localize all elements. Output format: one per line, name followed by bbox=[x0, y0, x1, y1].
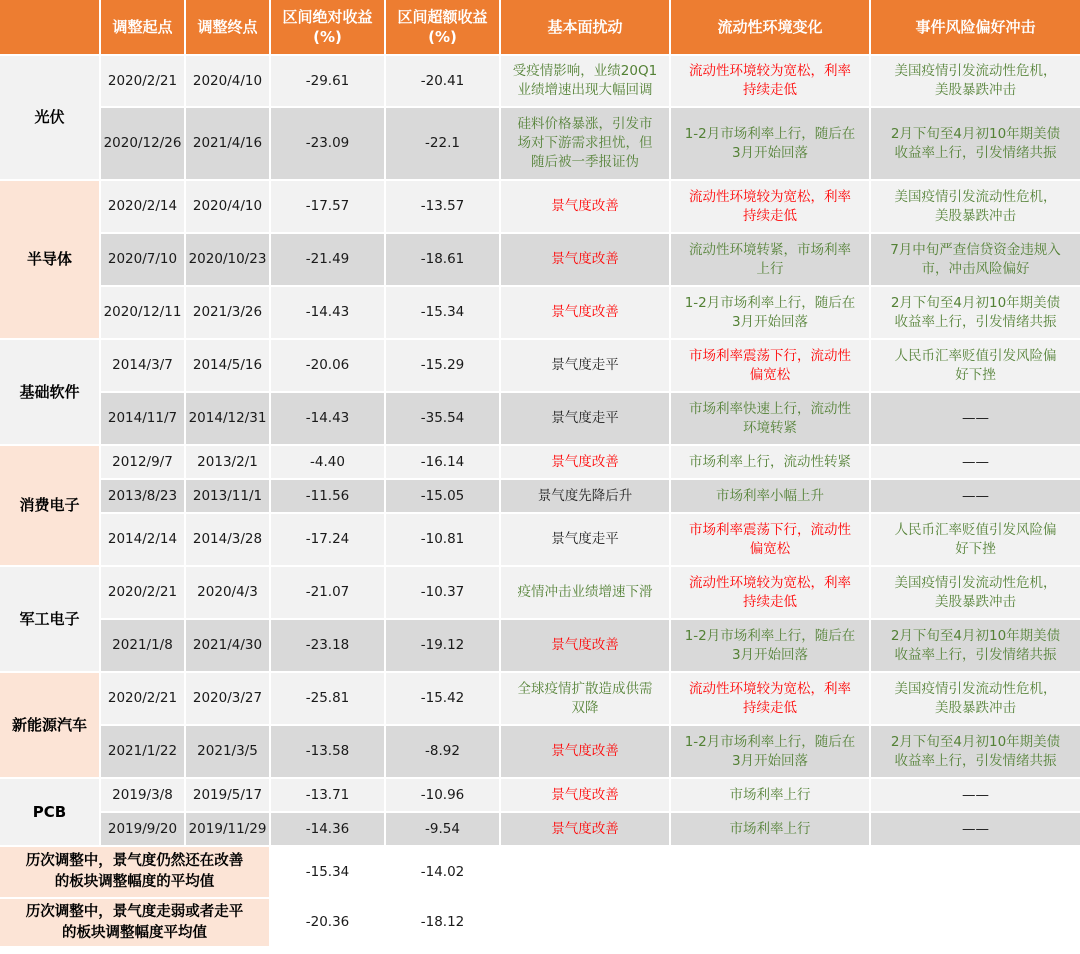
absolute-return-cell: -21.49 bbox=[270, 233, 385, 286]
event-risk-cell: 2月下旬至4月初10年期美债 收益率上行，引发情绪共振 bbox=[870, 286, 1080, 339]
end-date-cell: 2013/2/1 bbox=[185, 445, 270, 479]
end-date-header: 调整终点 bbox=[185, 0, 270, 55]
table-row bbox=[0, 566, 1080, 619]
absolute-return-cell: -20.06 bbox=[270, 339, 385, 392]
excess-return-cell: -20.41 bbox=[385, 55, 500, 107]
end-date-cell: 2019/5/17 bbox=[185, 778, 270, 812]
fundamental-cell: 全球疫情扩散造成供需 双降 bbox=[500, 672, 670, 725]
table-row bbox=[0, 672, 1080, 725]
fundamental-cell: 景气度改善 bbox=[500, 619, 670, 672]
excess-return-cell: -19.12 bbox=[385, 619, 500, 672]
fundamental-header: 基本面扰动 bbox=[500, 0, 670, 55]
end-date-cell: 2014/3/28 bbox=[185, 513, 270, 566]
fundamental-cell: 景气度走平 bbox=[500, 339, 670, 392]
liquidity-header: 流动性环境变化 bbox=[670, 0, 870, 55]
liquidity-cell: 1-2月市场利率上行，随后在 3月开始回落 bbox=[670, 107, 870, 180]
table-row bbox=[0, 233, 1080, 286]
sector-name: 消费电子 bbox=[0, 445, 100, 566]
liquidity-cell: 流动性环境转紧，市场利率 上行 bbox=[670, 233, 870, 286]
liquidity-cell: 流动性环境较为宽松，利率 持续走低 bbox=[670, 180, 870, 233]
summary-label: 历次调整中，景气度仍然还在改善 的板块调整幅度的平均值 bbox=[0, 846, 270, 898]
absolute-return-cell: -4.40 bbox=[270, 445, 385, 479]
event-risk-cell: —— bbox=[870, 392, 1080, 445]
absolute-return-cell: -14.43 bbox=[270, 286, 385, 339]
fundamental-cell: 景气度改善 bbox=[500, 725, 670, 778]
table-row bbox=[0, 479, 1080, 513]
end-date-cell: 2021/3/5 bbox=[185, 725, 270, 778]
excess-return-cell: -10.81 bbox=[385, 513, 500, 566]
table-row bbox=[0, 812, 1080, 846]
absolute-return-cell: -21.07 bbox=[270, 566, 385, 619]
event-risk-cell: 美国疫情引发流动性危机， 美股暴跌冲击 bbox=[870, 180, 1080, 233]
end-date-cell: 2020/4/10 bbox=[185, 55, 270, 107]
event-risk-cell: 美国疫情引发流动性危机， 美股暴跌冲击 bbox=[870, 672, 1080, 725]
excess-return-cell: -22.1 bbox=[385, 107, 500, 180]
fundamental-cell: 疫情冲击业绩增速下滑 bbox=[500, 566, 670, 619]
group-header bbox=[0, 0, 100, 55]
start-date-cell: 2012/9/7 bbox=[100, 445, 185, 479]
excess-return-cell: -35.54 bbox=[385, 392, 500, 445]
liquidity-cell: 市场利率上行，流动性转紧 bbox=[670, 445, 870, 479]
fundamental-cell: 受疫情影响，业绩20Q1 业绩增速出现大幅回调 bbox=[500, 55, 670, 107]
table-row bbox=[0, 725, 1080, 778]
absolute-return-cell: -25.81 bbox=[270, 672, 385, 725]
fundamental-cell: 硅料价格暴涨，引发市 场对下游需求担忧，但 随后被一季报证伪 bbox=[500, 107, 670, 180]
end-date-cell: 2021/4/16 bbox=[185, 107, 270, 180]
start-date-cell: 2013/8/23 bbox=[100, 479, 185, 513]
start-date-cell: 2020/2/21 bbox=[100, 55, 185, 107]
summary-excess-return: -18.12 bbox=[385, 898, 500, 946]
table-row bbox=[0, 55, 1080, 107]
event-risk-cell: 7月中旬严查信贷资金违规入 市，冲击风险偏好 bbox=[870, 233, 1080, 286]
absolute-return-cell: -11.56 bbox=[270, 479, 385, 513]
liquidity-cell: 流动性环境较为宽松，利率 持续走低 bbox=[670, 672, 870, 725]
end-date-cell: 2021/4/30 bbox=[185, 619, 270, 672]
start-date-header: 调整起点 bbox=[100, 0, 185, 55]
event-risk-cell: 美国疫情引发流动性危机， 美股暴跌冲击 bbox=[870, 566, 1080, 619]
event-risk-cell: 2月下旬至4月初10年期美债 收益率上行，引发情绪共振 bbox=[870, 725, 1080, 778]
summary-label: 历次调整中，景气度走弱或者走平 的板块调整幅度平均值 bbox=[0, 898, 270, 946]
fundamental-cell: 景气度改善 bbox=[500, 233, 670, 286]
start-date-cell: 2020/2/21 bbox=[100, 566, 185, 619]
end-date-cell: 2020/10/23 bbox=[185, 233, 270, 286]
start-date-cell: 2014/3/7 bbox=[100, 339, 185, 392]
excess-return-cell: -10.96 bbox=[385, 778, 500, 812]
end-date-cell: 2021/3/26 bbox=[185, 286, 270, 339]
excess-return-cell: -18.61 bbox=[385, 233, 500, 286]
excess-return-cell: -15.29 bbox=[385, 339, 500, 392]
liquidity-cell: 市场利率快速上行，流动性 环境转紧 bbox=[670, 392, 870, 445]
summary-absolute-return: -15.34 bbox=[270, 846, 385, 898]
end-date-cell: 2020/4/3 bbox=[185, 566, 270, 619]
absolute-return-cell: -17.24 bbox=[270, 513, 385, 566]
summary-absolute-return: -20.36 bbox=[270, 898, 385, 946]
event-risk-cell: —— bbox=[870, 778, 1080, 812]
absolute-return-cell: -23.09 bbox=[270, 107, 385, 180]
table-row bbox=[0, 513, 1080, 566]
table-row bbox=[0, 107, 1080, 180]
event-risk-header: 事件风险偏好冲击 bbox=[870, 0, 1080, 55]
excess-return-cell: -10.37 bbox=[385, 566, 500, 619]
start-date-cell: 2020/12/11 bbox=[100, 286, 185, 339]
liquidity-cell: 市场利率震荡下行，流动性 偏宽松 bbox=[670, 513, 870, 566]
absolute-return-cell: -17.57 bbox=[270, 180, 385, 233]
start-date-cell: 2014/11/7 bbox=[100, 392, 185, 445]
absolute-return-header: 区间绝对收益 (%) bbox=[270, 0, 385, 55]
sector-name: 基础软件 bbox=[0, 339, 100, 445]
fundamental-cell: 景气度改善 bbox=[500, 180, 670, 233]
excess-return-cell: -15.05 bbox=[385, 479, 500, 513]
liquidity-cell: 流动性环境较为宽松，利率 持续走低 bbox=[670, 566, 870, 619]
event-risk-cell: —— bbox=[870, 445, 1080, 479]
end-date-cell: 2013/11/1 bbox=[185, 479, 270, 513]
event-risk-cell: 人民币汇率贬值引发风险偏 好下挫 bbox=[870, 339, 1080, 392]
fundamental-cell: 景气度先降后升 bbox=[500, 479, 670, 513]
summary-blank bbox=[500, 846, 1080, 898]
sector-name: 新能源汽车 bbox=[0, 672, 100, 778]
start-date-cell: 2020/2/14 bbox=[100, 180, 185, 233]
event-risk-cell: —— bbox=[870, 479, 1080, 513]
table-row bbox=[0, 392, 1080, 445]
header-row bbox=[0, 0, 1080, 55]
liquidity-cell: 市场利率小幅上升 bbox=[670, 479, 870, 513]
event-risk-cell: —— bbox=[870, 812, 1080, 846]
start-date-cell: 2020/7/10 bbox=[100, 233, 185, 286]
excess-return-cell: -15.42 bbox=[385, 672, 500, 725]
excess-return-cell: -16.14 bbox=[385, 445, 500, 479]
summary-blank bbox=[500, 898, 1080, 946]
start-date-cell: 2021/1/22 bbox=[100, 725, 185, 778]
absolute-return-cell: -13.58 bbox=[270, 725, 385, 778]
liquidity-cell: 1-2月市场利率上行，随后在 3月开始回落 bbox=[670, 286, 870, 339]
sector-name: PCB bbox=[0, 778, 100, 846]
event-risk-cell: 2月下旬至4月初10年期美债 收益率上行，引发情绪共振 bbox=[870, 619, 1080, 672]
excess-return-header: 区间超额收益 (%) bbox=[385, 0, 500, 55]
summary-excess-return: -14.02 bbox=[385, 846, 500, 898]
table-row bbox=[0, 286, 1080, 339]
end-date-cell: 2019/11/29 bbox=[185, 812, 270, 846]
fundamental-cell: 景气度改善 bbox=[500, 286, 670, 339]
table-row bbox=[0, 778, 1080, 812]
start-date-cell: 2020/12/26 bbox=[100, 107, 185, 180]
liquidity-cell: 1-2月市场利率上行，随后在 3月开始回落 bbox=[670, 619, 870, 672]
end-date-cell: 2014/5/16 bbox=[185, 339, 270, 392]
table-body bbox=[0, 55, 1080, 946]
excess-return-cell: -8.92 bbox=[385, 725, 500, 778]
excess-return-cell: -9.54 bbox=[385, 812, 500, 846]
absolute-return-cell: -29.61 bbox=[270, 55, 385, 107]
event-risk-cell: 2月下旬至4月初10年期美债 收益率上行，引发情绪共振 bbox=[870, 107, 1080, 180]
fundamental-cell: 景气度改善 bbox=[500, 445, 670, 479]
liquidity-cell: 市场利率震荡下行，流动性 偏宽松 bbox=[670, 339, 870, 392]
sector-name: 光伏 bbox=[0, 55, 100, 180]
start-date-cell: 2021/1/8 bbox=[100, 619, 185, 672]
end-date-cell: 2014/12/31 bbox=[185, 392, 270, 445]
event-risk-cell: 美国疫情引发流动性危机， 美股暴跌冲击 bbox=[870, 55, 1080, 107]
summary-row bbox=[0, 846, 1080, 898]
fundamental-cell: 景气度改善 bbox=[500, 778, 670, 812]
start-date-cell: 2019/9/20 bbox=[100, 812, 185, 846]
absolute-return-cell: -14.43 bbox=[270, 392, 385, 445]
fundamental-cell: 景气度改善 bbox=[500, 812, 670, 846]
start-date-cell: 2019/3/8 bbox=[100, 778, 185, 812]
table-row bbox=[0, 339, 1080, 392]
excess-return-cell: -15.34 bbox=[385, 286, 500, 339]
start-date-cell: 2020/2/21 bbox=[100, 672, 185, 725]
end-date-cell: 2020/3/27 bbox=[185, 672, 270, 725]
sector-name: 军工电子 bbox=[0, 566, 100, 672]
liquidity-cell: 流动性环境较为宽松，利率 持续走低 bbox=[670, 55, 870, 107]
fundamental-cell: 景气度走平 bbox=[500, 392, 670, 445]
excess-return-cell: -13.57 bbox=[385, 180, 500, 233]
table-row bbox=[0, 180, 1080, 233]
fundamental-cell: 景气度走平 bbox=[500, 513, 670, 566]
absolute-return-cell: -13.71 bbox=[270, 778, 385, 812]
table-row bbox=[0, 445, 1080, 479]
event-risk-cell: 人民币汇率贬值引发风险偏 好下挫 bbox=[870, 513, 1080, 566]
summary-row bbox=[0, 898, 1080, 946]
liquidity-cell: 市场利率上行 bbox=[670, 812, 870, 846]
absolute-return-cell: -23.18 bbox=[270, 619, 385, 672]
start-date-cell: 2014/2/14 bbox=[100, 513, 185, 566]
liquidity-cell: 市场利率上行 bbox=[670, 778, 870, 812]
liquidity-cell: 1-2月市场利率上行，随后在 3月开始回落 bbox=[670, 725, 870, 778]
end-date-cell: 2020/4/10 bbox=[185, 180, 270, 233]
sector-name: 半导体 bbox=[0, 180, 100, 339]
table-row bbox=[0, 619, 1080, 672]
absolute-return-cell: -14.36 bbox=[270, 812, 385, 846]
